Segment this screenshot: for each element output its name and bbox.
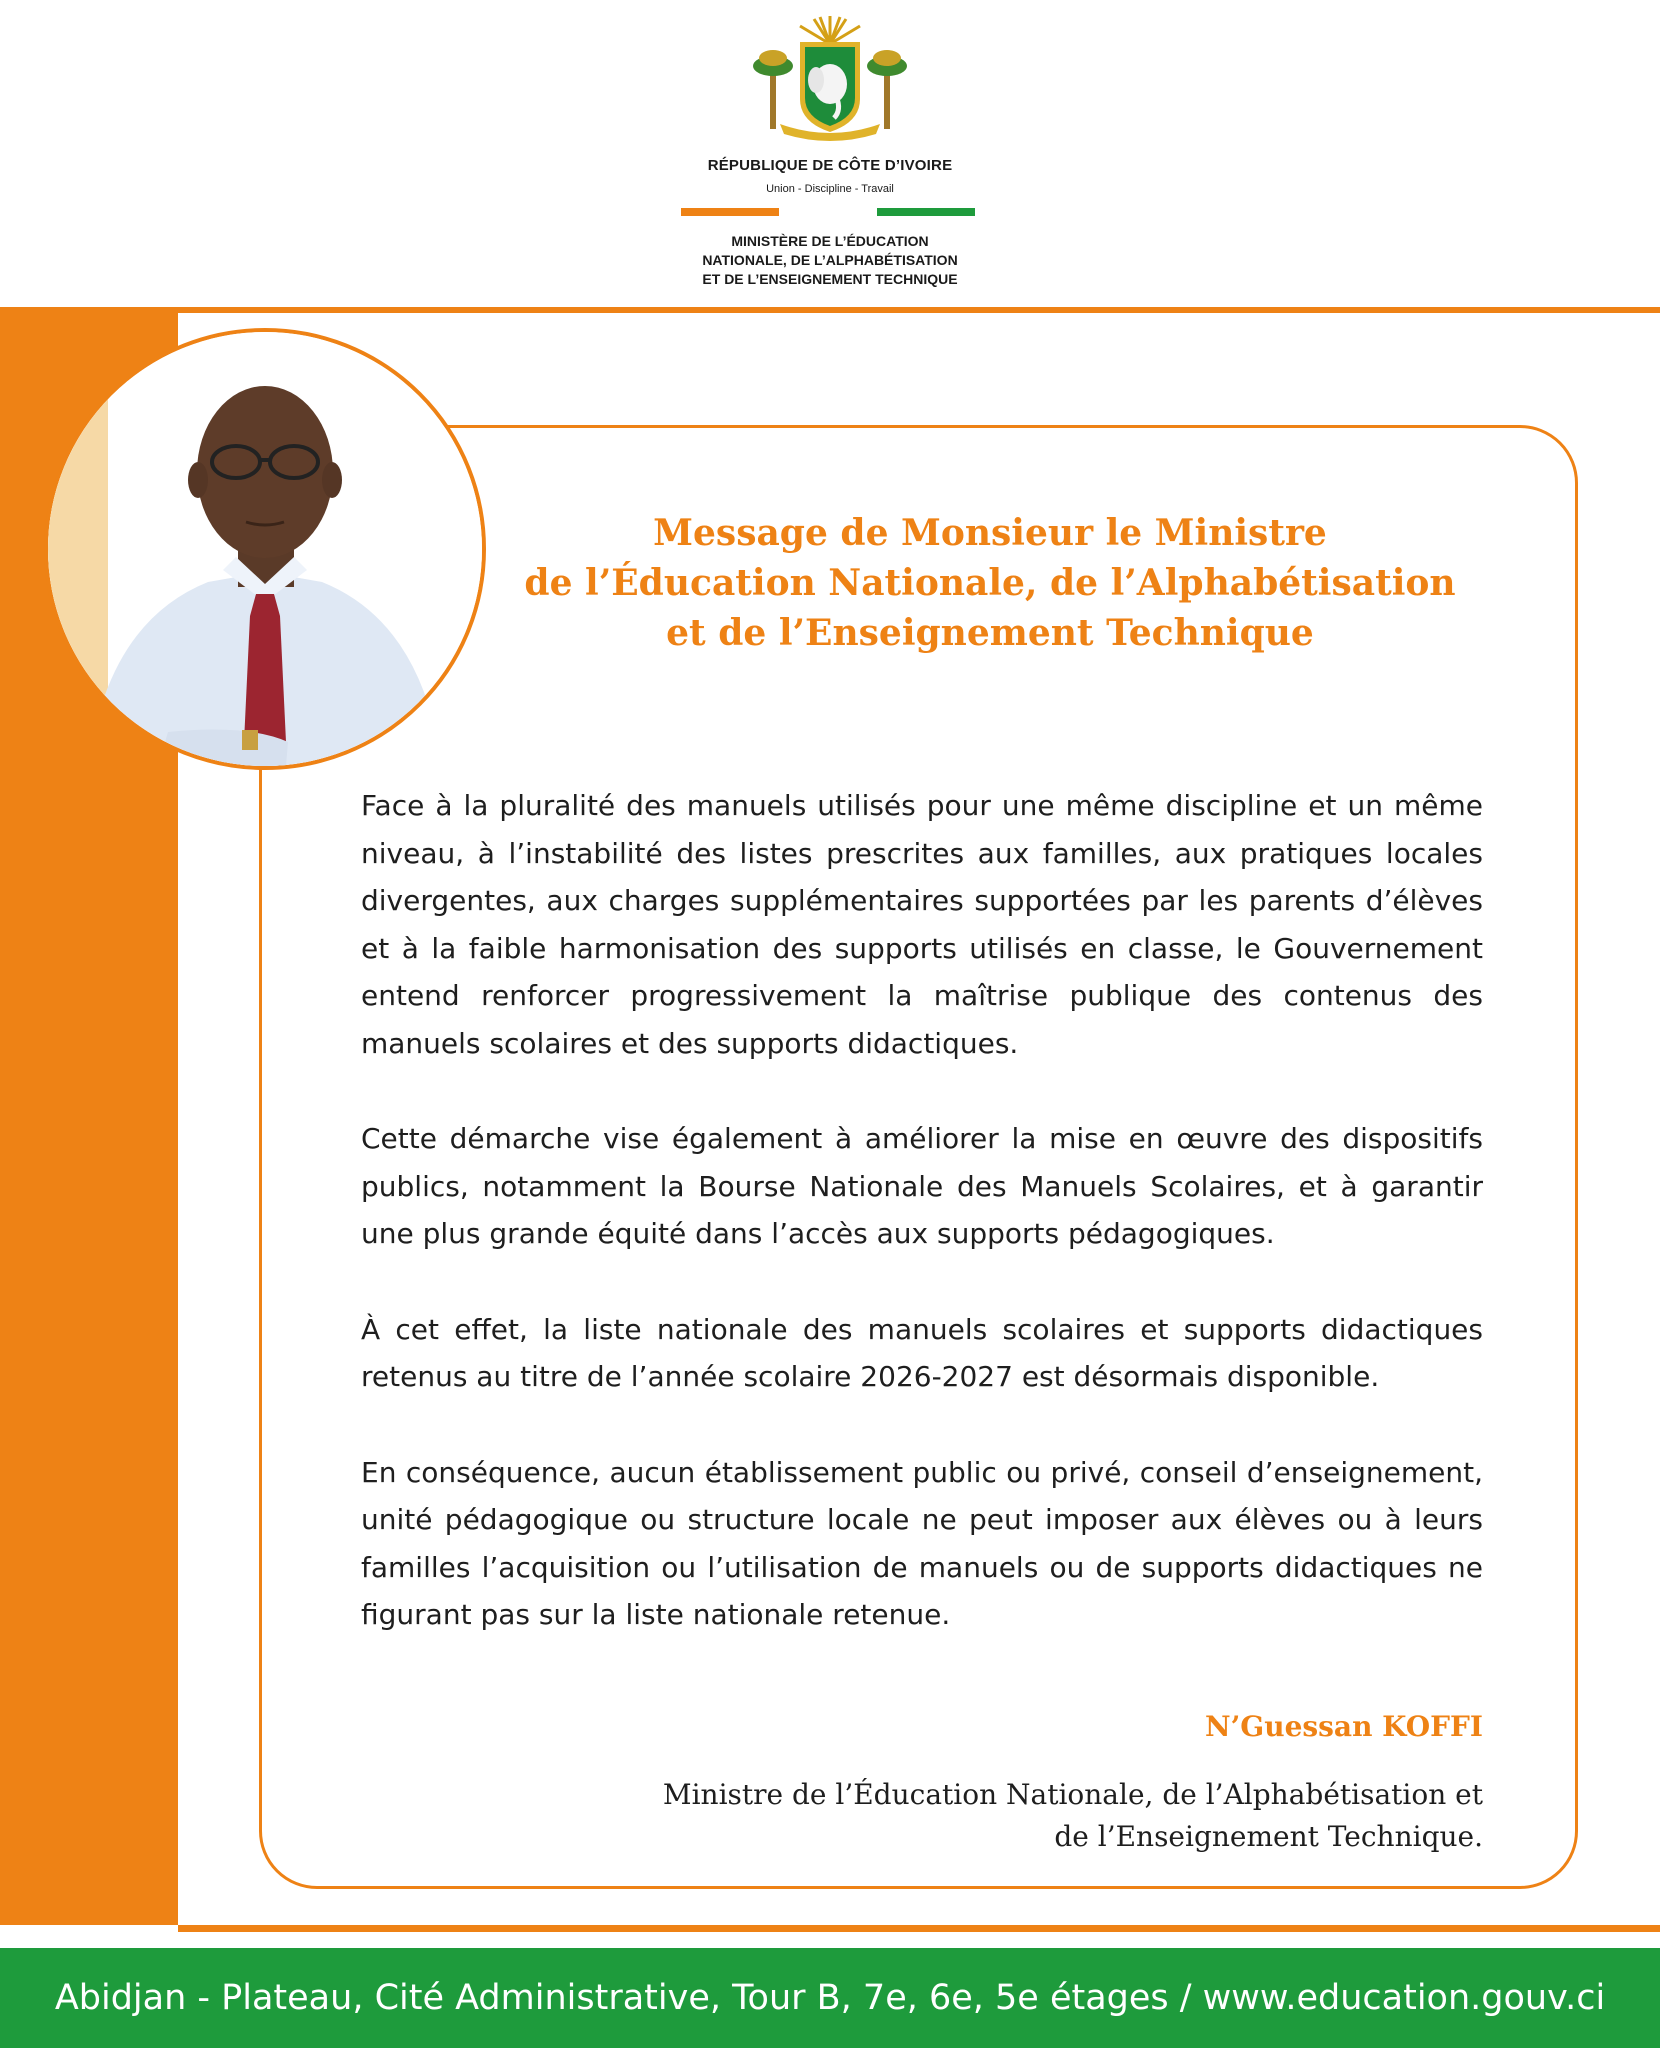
message-title: [500, 508, 1480, 658]
message-body: [361, 782, 1483, 1639]
title-line: de l’Éducation Nationale, de l’Alphabétisation: [524, 562, 1456, 604]
signature-title-line: de l’Enseignement Technique.: [1054, 1820, 1483, 1853]
coat-of-arms-icon: [750, 14, 910, 144]
signature-title-line: Ministre de l’Éducation Nationale, de l’Alphabétisation et: [662, 1778, 1483, 1811]
ministry-line: MINISTÈRE DE L’ÉDUCATION: [731, 233, 929, 249]
signature-name: N’Guessan KOFFI: [1204, 1710, 1483, 1743]
ministry-name: [630, 232, 1030, 289]
signature-title: [600, 1774, 1483, 1858]
bottom-orange-rule: [178, 1925, 1660, 1932]
ministry-line: NATIONALE, DE L’ALPHABÉTISATION: [702, 252, 958, 268]
paragraph: Cette démarche vise également à améliorer la mise en œuvre des dispositifs publics, notamment la Bourse Nationale des Manuels Scolaires, et à garantir une plus grande équité dans l’accès aux supports pédagogiques.: [361, 1122, 1483, 1250]
republic-title: RÉPUBLIQUE DE CÔTE D’IVOIRE: [707, 157, 953, 174]
paragraph: À cet effet, la liste nationale des manuels scolaires et supports didactiques retenus au titre de l’année scolaire 2026-2027 est désormais disponible.: [361, 1312, 1483, 1393]
page-footer: [0, 1948, 1660, 2048]
flag-color-bar: [681, 208, 975, 216]
ministry-line: ET DE L’ENSEIGNEMENT TECHNIQUE: [702, 271, 958, 287]
top-orange-rule: [0, 307, 1660, 313]
title-line: Message de Monsieur le Ministre: [653, 512, 1327, 554]
page-header: [0, 0, 1660, 308]
paragraph: En conséquence, aucun établissement public ou privé, conseil d’enseignement, unité pédagogique ou structure locale ne peut imposer aux élèves ou à leurs familles l’acquisition ou l’utilisation de manuels ou de supports didactiques ne figurant pas sur la liste nationale retenue.: [361, 1455, 1483, 1631]
paragraph: Face à la pluralité des manuels utilisés pour une même discipline et un même niveau, à l’instabilité des listes prescrites aux familles, aux pratiques locales divergentes, aux charges supplémentaires supportées par les parents d’élèves et à la faible harmonisation des supports utilisés en classe, le Gouvernement entend renforcer progressivement la maîtrise publique des contenus des manuels scolaires et des supports didactiques.: [361, 789, 1483, 1060]
republic-motto: Union - Discipline - Travail: [766, 183, 894, 195]
minister-portrait: [44, 328, 486, 770]
title-line: et de l’Enseignement Technique: [666, 612, 1314, 654]
footer-address: Abidjan - Plateau, Cité Administrative, Tour B, 7e, 6e, 5e étages / www.education.gouv.ci: [54, 1978, 1606, 2018]
